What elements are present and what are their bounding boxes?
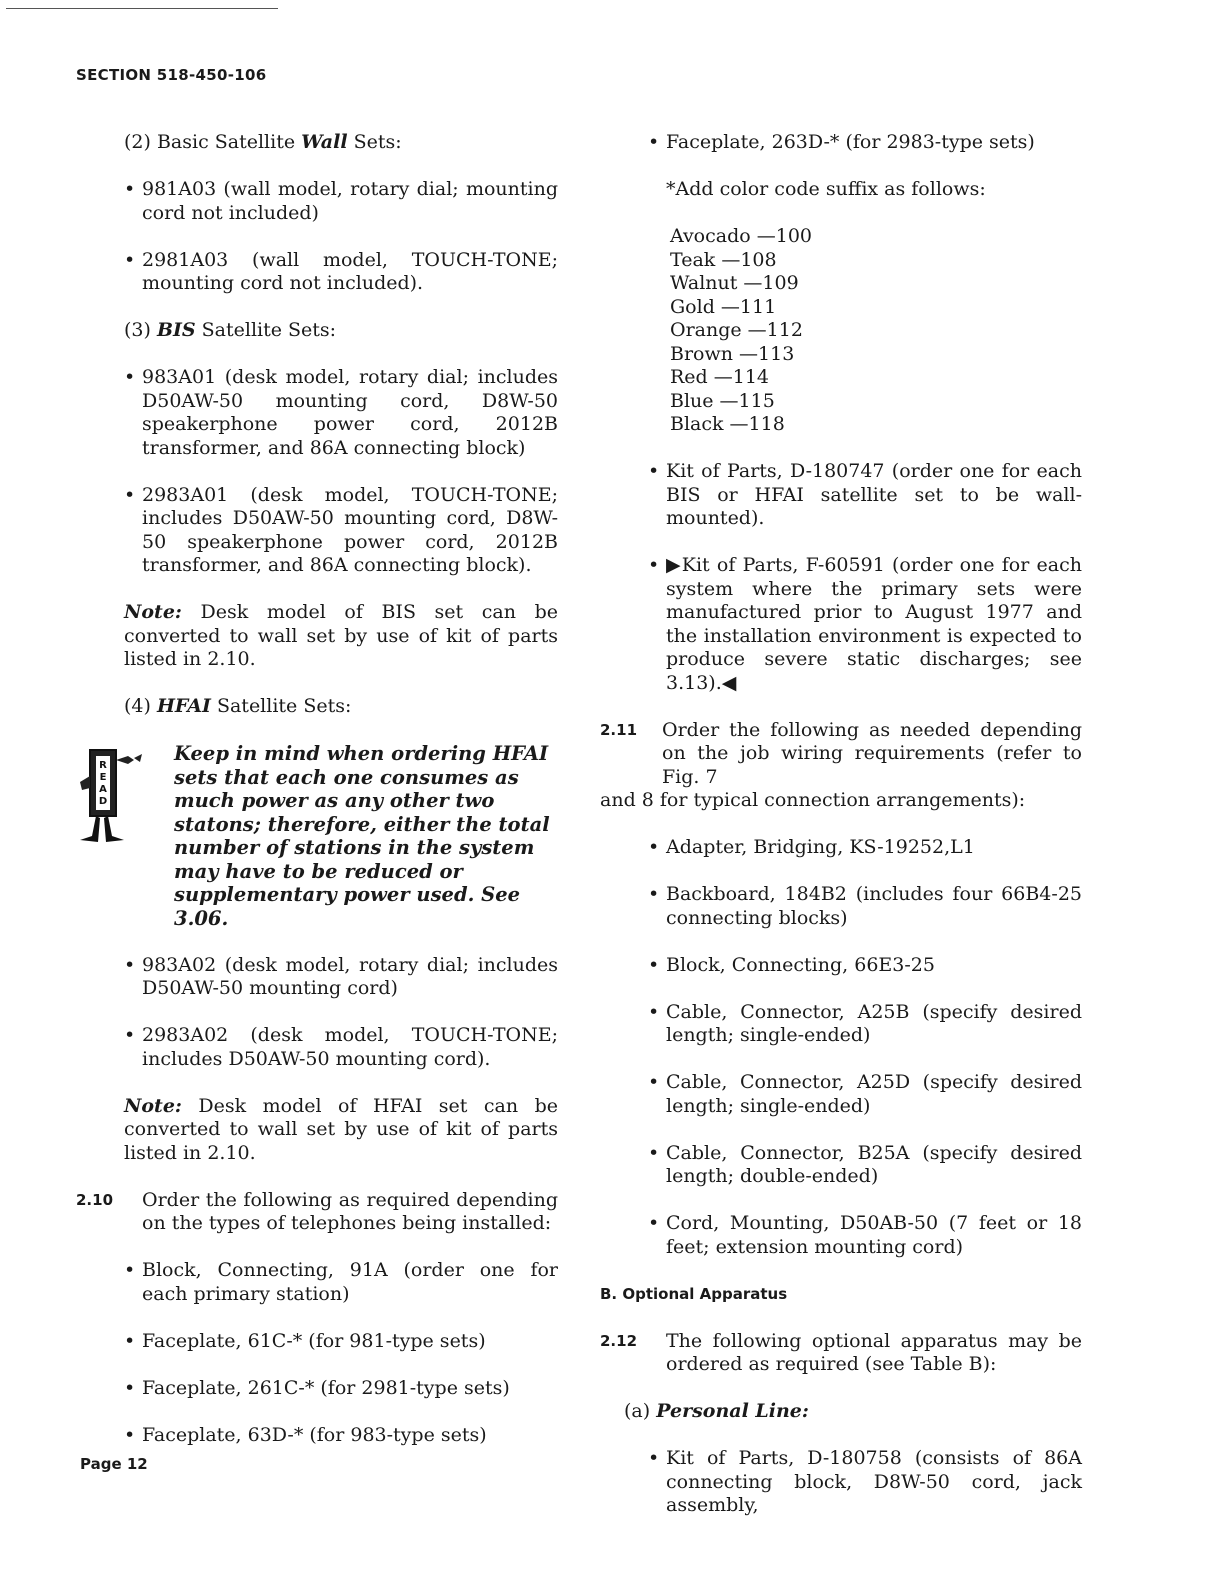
list-item: • Adapter, Bridging, KS-19252,L1 [600, 836, 1082, 860]
svg-text:R: R [99, 760, 107, 771]
wall-sets-heading: (2) Basic Satellite Wall Sets: [124, 131, 402, 153]
color-suffix-intro: *Add color code suffix as follows: [666, 178, 986, 200]
color-code: Gold —111 [670, 295, 777, 318]
page-number: Page 12 [80, 1455, 148, 1473]
svg-text:D: D [98, 796, 108, 807]
read-warning [76, 742, 558, 930]
list-item: • Cable, Connector, A25D (specify desired length; single-ended) [600, 1071, 1082, 1118]
paragraph-2-11: 2.11 Order the following as needed depending on the job wiring requirements (refer to Fig. 7 and 8 for typical connection arrangements): [600, 718, 1082, 811]
list-item: • 981A03 (wall model, rotary dial; mounting cord not included) [76, 178, 558, 225]
svg-text:E: E [99, 772, 107, 783]
list-item: • Cable, Connector, B25A (specify desired length; double-ended) [600, 1142, 1082, 1189]
list-item: • Cord, Mounting, D50AB-50 (7 feet or 18 feet; extension mounting cord) [600, 1212, 1082, 1259]
left-column [76, 131, 558, 1471]
list-item: • Block, Connecting, 91A (order one for each primary station) [76, 1259, 558, 1306]
paragraph-number: 2.12 [600, 1331, 638, 1350]
list-item: • Faceplate, 61C-* (for 981-type sets) [76, 1330, 558, 1354]
list-item: • 2981A03 (wall model, TOUCH-TONE; mounting cord not included). [76, 249, 558, 296]
list-item: • 983A01 (desk model, rotary dial; includes D50AW-50 mounting cord, D8W-50 speakerphone power cord, 2012B transformer, and 86A connecting block) [76, 366, 558, 460]
color-code: Brown —113 [670, 342, 795, 365]
section-header: SECTION 518-450-106 [76, 66, 267, 84]
note-bis: Note: Desk model of BIS set can be converted to wall set by use of kit of parts listed in 2.10. [124, 601, 558, 670]
bis-sets-heading: (3) BIS Satellite Sets: [124, 319, 337, 341]
list-item: • Kit of Parts, D-180747 (order one for each BIS or HFAI satellite set to be wall-mounted). [600, 460, 1082, 531]
list-item: • 2983A01 (desk model, TOUCH-TONE; includes D50AW-50 mounting cord, D8W-50 speakerphone power cord, 2012B transformer, and 86A connecting block). [76, 484, 558, 578]
list-item: • Kit of Parts, D-180758 (consists of 86A connecting block, D8W-50 cord, jack assembly, [600, 1447, 1082, 1518]
list-item: • Faceplate, 63D-* (for 983-type sets) [76, 1424, 558, 1448]
color-code-list [600, 225, 1082, 437]
list-item: • Backboard, 184B2 (includes four 66B4-25 connecting blocks) [600, 883, 1082, 930]
list-item: • Block, Connecting, 66E3-25 [600, 954, 1082, 978]
paragraph-number: 2.10 [76, 1190, 114, 1209]
paragraph-number: 2.11 [600, 720, 638, 739]
color-code: Walnut —109 [670, 272, 799, 294]
list-item: • Cable, Connector, A25B (specify desired length; single-ended) [600, 1001, 1082, 1048]
paragraph-2-10: 2.10 Order the following as required depending on the types of telephones being installed: [76, 1188, 558, 1234]
list-item: • 2983A02 (desk model, TOUCH-TONE; includes D50AW-50 mounting cord). [76, 1024, 558, 1071]
list-item: • ▶Kit of Parts, F-60591 (order one for each system where the primary sets were manufactured prior to August 1977 and the installation environment is expected to produce severe static discharges; see 3.13).◀ [600, 554, 1082, 695]
color-code: Black —118 [670, 413, 785, 435]
right-column [600, 131, 1082, 1541]
list-item: • Faceplate, 263D-* (for 2983-type sets) [600, 131, 1082, 155]
svg-text:A: A [99, 784, 107, 795]
color-code: Teak —108 [670, 248, 777, 271]
color-code: Orange —112 [670, 319, 803, 341]
optional-apparatus-heading: B. Optional Apparatus [600, 1284, 788, 1303]
hfai-power-warning: Keep in mind when ordering HFAI sets that each one consumes as much power as any other two statons; therefore, either the total number of stations in the system may have to be reduced or supplementary power used. See 3.06. [174, 742, 550, 930]
list-item: • 983A02 (desk model, rotary dial; includes D50AW-50 mounting cord) [76, 954, 558, 1001]
color-code: Avocado —100 [670, 225, 812, 247]
color-code: Blue —115 [670, 389, 775, 412]
personal-line-heading: (a) Personal Line: [624, 1400, 809, 1422]
paragraph-2-12: 2.12 The following optional apparatus may be ordered as required (see Table B): [600, 1329, 1082, 1375]
top-rule [6, 8, 278, 9]
read-book-icon [76, 746, 154, 846]
list-item: • Faceplate, 261C-* (for 2981-type sets) [76, 1377, 558, 1401]
note-hfai: Note: Desk model of HFAI set can be converted to wall set by use of kit of parts listed in 2.10. [124, 1094, 558, 1164]
hfai-sets-heading: (4) HFAI Satellite Sets: [124, 695, 352, 717]
color-code: Red —114 [670, 366, 770, 388]
